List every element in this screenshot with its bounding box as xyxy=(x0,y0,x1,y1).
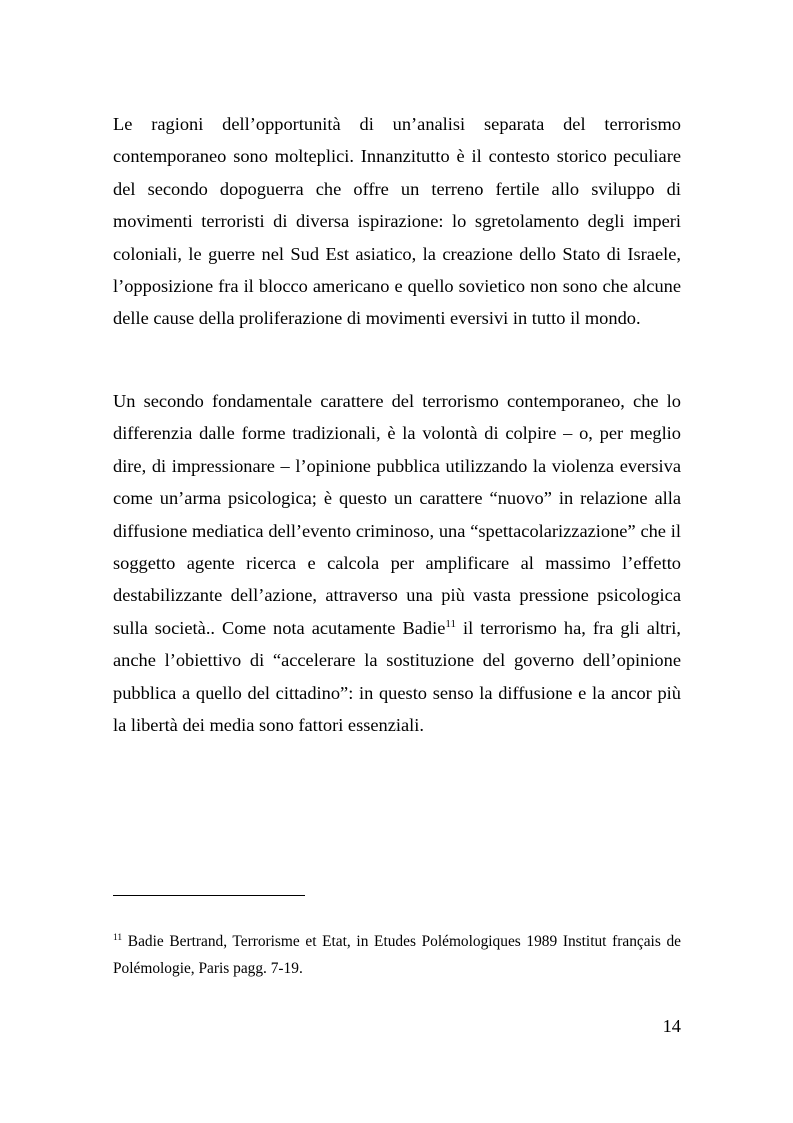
body-paragraph-2 xyxy=(113,385,681,741)
paragraph-2-text-end: il terrorismo ha, fra gli altri, anche l’obiettivo di “accelerare la sostituzione del governo dell’opinione pubblica a quello del cittadino”: in questo senso la diffusione e la ancor più la libertà dei media sono fattori essenziali. xyxy=(113,617,681,736)
footnote-number: 11 xyxy=(113,933,123,943)
footnote-separator xyxy=(113,895,305,896)
page-number: 14 xyxy=(662,1016,681,1036)
footnote xyxy=(113,928,681,982)
footnote-text: Badie Bertrand, Terrorisme et Etat, in Etudes Polémologiques 1989 Institut français de Polémologie, Paris pagg. 7-19. xyxy=(113,933,681,977)
body-paragraph-1: Le ragioni dell’opportunità di un’analisi separata del terrorismo contemporaneo sono molteplici. Innanzitutto è il contesto storico peculiare del secondo dopoguerra che offre un terreno fertile allo sviluppo di movimenti terroristi di diversa ispirazione: lo sgretolamento degli imperi coloniali, le guerre nel Sud Est asiatico, la creazione dello Stato di Israele, l’opposizione fra il blocco americano e quello sovietico non sono che alcune delle cause della proliferazione di movimenti eversivi in tutto il mondo. xyxy=(113,114,681,329)
footnote-reference[interactable]: 11 xyxy=(445,617,456,630)
paragraph-2-text-start: Un secondo fondamentale carattere del terrorismo contemporaneo, che lo differenzia dalle forme tradizionali, è la volontà di colpire – o, per meglio dire, di impressionare – l’opinione pubblica utilizzando la violenza eversiva come un’arma psicologica; è questo un carattere “nuovo” in relazione alla diffusione mediatica dell’evento criminoso, una “spettacolarizzazione” che il soggetto agente ricerca e calcola per amplificare al massimo l’effetto destabilizzante dell’azione, attraverso una più vasta pressione psicologica sulla società.. Come nota acutamente Badie xyxy=(113,391,681,638)
